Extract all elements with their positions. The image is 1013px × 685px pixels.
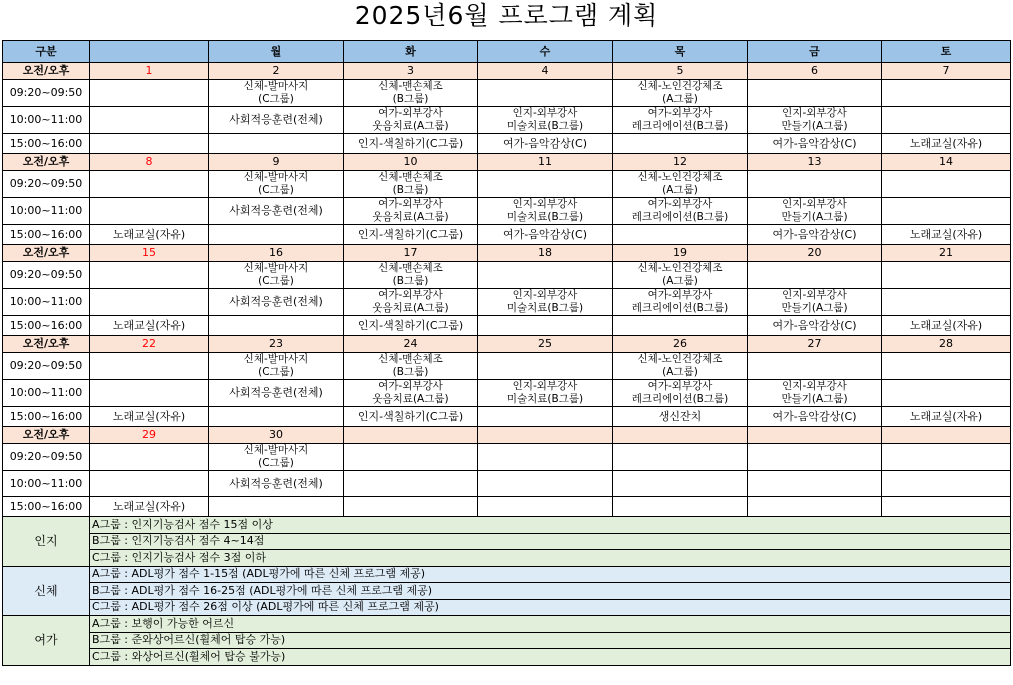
program-text: (C그룹) [258,457,294,469]
program-text: 사회적응훈련(전체) [229,113,323,126]
program-text: 만들기(A그룹) [781,393,848,405]
program-text: (C그룹) [258,93,294,105]
program-text: 인지-외부강사 [512,289,578,301]
program-text: (C그룹) [258,275,294,287]
schedule-cell[interactable] [613,107,748,134]
program-text: 인지-외부강사 [782,107,847,119]
header-row [3,41,1011,63]
schedule-cell[interactable] [613,407,748,427]
program-text: 레크리에이션(B그룹) [631,120,729,132]
schedule-cell[interactable] [882,171,1011,198]
schedule-cell[interactable] [882,107,1011,134]
program-text: 만들기(A그룹) [781,120,848,132]
header-cell[interactable]: 구분 [3,41,90,63]
schedule-cell[interactable] [748,225,882,245]
schedule-cell[interactable] [748,80,882,107]
header-cell[interactable]: 토 [882,41,1011,63]
legend-description[interactable]: B그룹 : 인지기능검사 점수 4~14점 [90,533,1011,550]
schedule-cell[interactable] [748,444,882,471]
schedule-cell[interactable] [478,380,613,407]
header-cell[interactable]: 목 [613,41,748,63]
legend-description[interactable]: B그룹 : 준와상어르신(휠체어 탑승 가능) [90,632,1011,649]
schedule-cell[interactable] [209,289,344,316]
date-cell[interactable]: 28 [882,336,1011,353]
legend-category[interactable]: 신체 [3,566,90,616]
program-text: 사회적응훈련(전체) [229,204,323,217]
program-text: 인지-외부강사 [782,289,847,301]
program-text: 신체-발마사지 [243,444,309,456]
program-text: 웃음치료(A그룹) [372,393,449,405]
legend-category[interactable]: 여가 [3,616,90,666]
schedule-cell[interactable] [748,353,882,380]
legend-description[interactable]: C그룹 : 와상어르신(휠체어 탑승 불가능) [90,649,1011,666]
schedule-cell[interactable] [882,444,1011,471]
time-slot-row [3,380,1011,407]
program-text: 만들기(A그룹) [781,302,848,314]
schedule-cell[interactable] [209,380,344,407]
legend-description[interactable]: A그룹 : ADL평가 점수 1-15점 (ADL평가에 따른 신체 프로그램 제공) [90,566,1011,583]
date-cell[interactable]: 24 [344,336,478,353]
legend-row [3,517,1011,534]
schedule-cell[interactable] [209,353,344,380]
schedule-cell[interactable] [748,407,882,427]
week-day-row [3,336,1011,353]
schedule-cell[interactable] [344,171,478,198]
week-day-row [3,245,1011,262]
program-text: 신체-노인건강체조 [637,353,723,365]
program-text: 신체-발마사지 [243,262,309,274]
time-slot-label[interactable]: 15:00~16:00 [3,316,90,336]
time-slot-label[interactable]: 15:00~16:00 [3,497,90,517]
schedule-cell[interactable] [209,80,344,107]
schedule-cell[interactable] [90,198,209,225]
schedule-cell[interactable] [209,134,344,154]
time-slot-row [3,444,1011,471]
schedule-cell[interactable] [209,198,344,225]
header-cell[interactable] [90,41,209,63]
time-slot-row [3,171,1011,198]
schedule-cell[interactable] [882,134,1011,154]
program-text: 노래교실(자유) [909,409,983,423]
program-text: (C그룹) [258,366,294,378]
program-text: 사회적응훈련(전체) [229,295,323,308]
program-text: 인지-외부강사 [512,107,578,119]
legend-row [3,533,1011,550]
schedule-cell[interactable] [882,353,1011,380]
program-text: 신체-맨손체조 [378,262,443,274]
header-cell[interactable]: 수 [478,41,613,63]
schedule-cell[interactable] [478,353,613,380]
program-schedule-table [2,40,1011,666]
schedule-cell[interactable] [478,444,613,471]
program-text: 여가-외부강사 [647,198,713,210]
date-cell[interactable]: 26 [613,336,748,353]
schedule-cell[interactable] [478,497,613,517]
time-slot-row [3,225,1011,245]
schedule-cell[interactable] [344,444,478,471]
schedule-cell[interactable] [344,225,478,245]
time-slot-label[interactable]: 09:20~09:50 [3,171,90,198]
program-text: 여가-외부강사 [378,380,443,392]
program-text: 여가-외부강사 [647,289,713,301]
time-slot-label[interactable]: 10:00~11:00 [3,107,90,134]
schedule-cell[interactable] [748,107,882,134]
schedule-cell[interactable] [90,444,209,471]
legend-row [3,550,1011,567]
date-cell[interactable] [882,427,1011,444]
schedule-cell[interactable] [613,262,748,289]
time-slot-row [3,316,1011,336]
schedule-cell[interactable] [344,289,478,316]
time-slot-label[interactable]: 15:00~16:00 [3,225,90,245]
schedule-cell[interactable] [209,107,344,134]
program-text: 인지-외부강사 [782,380,847,392]
schedule-cell[interactable] [90,225,209,245]
program-text: (B그룹) [392,275,429,287]
schedule-cell[interactable] [613,134,748,154]
legend-description[interactable]: C그룹 : ADL평가 점수 26점 이상 (ADL평가에 따른 신체 프로그램 제공) [90,599,1011,616]
date-cell[interactable]: 12 [613,154,748,171]
day-row-label[interactable]: 오전/오후 [3,63,90,80]
program-text: 웃음치료(A그룹) [372,211,449,223]
program-text: 노래교실(자유) [112,409,186,423]
date-cell[interactable]: 30 [209,427,344,444]
schedule-cell[interactable] [344,198,478,225]
date-cell[interactable]: 16 [209,245,344,262]
schedule-cell[interactable] [90,497,209,517]
time-slot-label[interactable]: 10:00~11:00 [3,471,90,497]
program-text: 신체-노인건강체조 [637,80,723,92]
program-text: 노래교실(자유) [909,227,983,241]
program-text: 신체-맨손체조 [378,80,443,92]
day-row-label[interactable]: 오전/오후 [3,245,90,262]
schedule-cell[interactable] [613,497,748,517]
time-slot-row [3,134,1011,154]
schedule-cell[interactable] [344,497,478,517]
program-text: 신체-노인건강체조 [637,171,723,183]
legend-description[interactable]: B그룹 : ADL평가 점수 16-25점 (ADL평가에 따른 신체 프로그램 제공) [90,583,1011,600]
program-text: 여가-외부강사 [378,198,443,210]
program-text: 만들기(A그룹) [781,211,848,223]
date-cell[interactable] [613,427,748,444]
schedule-cell[interactable] [882,407,1011,427]
time-slot-label[interactable]: 10:00~11:00 [3,380,90,407]
date-cell[interactable]: 6 [748,63,882,80]
program-text: 여가-음악감상(C) [503,136,587,150]
legend-row [3,583,1011,600]
schedule-cell[interactable] [90,316,209,336]
date-cell[interactable]: 20 [748,245,882,262]
schedule-cell[interactable] [90,107,209,134]
program-text: 노래교실(자유) [112,499,186,513]
schedule-cell[interactable] [882,316,1011,336]
page-title: 2025년6월 프로그램 계획 [354,1,659,30]
schedule-cell[interactable] [209,316,344,336]
schedule-cell[interactable] [344,316,478,336]
time-slot-label[interactable]: 09:20~09:50 [3,80,90,107]
schedule-cell[interactable] [882,225,1011,245]
schedule-cell[interactable] [748,316,882,336]
time-slot-row [3,471,1011,497]
schedule-cell[interactable] [882,289,1011,316]
schedule-cell[interactable] [748,171,882,198]
schedule-cell[interactable] [613,198,748,225]
schedule-cell[interactable] [90,289,209,316]
program-text: 신체-노인건강체조 [637,262,723,274]
program-text: 노래교실(자유) [909,136,983,150]
program-text: 여가-외부강사 [378,107,443,119]
schedule-cell[interactable] [90,471,209,497]
date-cell[interactable]: 13 [748,154,882,171]
time-slot-label[interactable]: 10:00~11:00 [3,289,90,316]
schedule-cell[interactable] [613,80,748,107]
legend-category[interactable]: 인지 [3,517,90,567]
schedule-cell[interactable] [478,262,613,289]
time-slot-row [3,262,1011,289]
program-text: (A그룹) [662,184,698,196]
program-text: (A그룹) [662,275,698,287]
time-slot-row [3,80,1011,107]
schedule-cell[interactable] [478,171,613,198]
schedule-cell[interactable] [613,171,748,198]
schedule-cell[interactable] [478,107,613,134]
date-cell[interactable]: 4 [478,63,613,80]
time-slot-label[interactable]: 15:00~16:00 [3,407,90,427]
schedule-cell[interactable] [90,380,209,407]
program-text: 신체-발마사지 [243,353,309,365]
schedule-cell[interactable] [90,407,209,427]
schedule-cell[interactable] [90,262,209,289]
week-day-row [3,63,1011,80]
schedule-cell[interactable] [478,198,613,225]
schedule-cell[interactable] [478,134,613,154]
program-text: (B그룹) [392,366,429,378]
program-text: (B그룹) [392,93,429,105]
date-cell[interactable]: 2 [209,63,344,80]
schedule-cell[interactable] [90,171,209,198]
schedule-cell[interactable] [748,198,882,225]
program-text: 웃음치료(A그룹) [372,120,449,132]
schedule-cell[interactable] [882,380,1011,407]
schedule-cell[interactable] [882,198,1011,225]
legend-description[interactable]: C그룹 : 인지기능검사 점수 3점 이하 [90,550,1011,567]
schedule-cell[interactable] [748,262,882,289]
date-cell[interactable] [344,427,478,444]
schedule-cell[interactable] [344,380,478,407]
schedule-cell[interactable] [613,444,748,471]
program-text: 미술치료(B그룹) [506,393,584,405]
schedule-cell[interactable] [613,316,748,336]
legend-row [3,616,1011,633]
schedule-cell[interactable] [478,407,613,427]
schedule-cell[interactable] [613,353,748,380]
date-cell[interactable]: 9 [209,154,344,171]
schedule-cell[interactable] [344,134,478,154]
time-slot-row [3,497,1011,517]
schedule-cell[interactable] [209,407,344,427]
day-row-label[interactable]: 오전/오후 [3,154,90,171]
time-slot-row [3,198,1011,225]
program-text: 여가-음악감상(C) [772,136,857,150]
date-cell[interactable] [478,427,613,444]
week-day-row [3,154,1011,171]
program-text: 인지-외부강사 [512,380,578,392]
time-slot-label[interactable]: 09:20~09:50 [3,262,90,289]
schedule-cell[interactable] [344,80,478,107]
date-cell[interactable] [748,427,882,444]
program-text: 여가-음악감상(C) [503,227,587,241]
program-text: 레크리에이션(B그룹) [631,211,729,223]
schedule-cell[interactable] [478,316,613,336]
date-cell[interactable]: 17 [344,245,478,262]
program-text: 신체-맨손체조 [378,353,443,365]
schedule-cell[interactable] [209,262,344,289]
program-text: 여가-음악감상(C) [772,318,857,332]
date-cell[interactable]: 23 [209,336,344,353]
program-text: 노래교실(자유) [909,318,983,332]
date-cell[interactable]: 7 [882,63,1011,80]
schedule-cell[interactable] [344,471,478,497]
date-cell[interactable]: 18 [478,245,613,262]
schedule-cell[interactable] [478,289,613,316]
program-text: 사회적응훈련(전체) [229,386,323,399]
schedule-cell[interactable] [882,497,1011,517]
schedule-cell[interactable] [344,107,478,134]
program-text: 생신잔치 [658,409,702,423]
time-slot-row [3,407,1011,427]
program-text: 웃음치료(A그룹) [372,302,449,314]
schedule-cell[interactable] [748,289,882,316]
date-cell[interactable]: 11 [478,154,613,171]
schedule-cell[interactable] [748,380,882,407]
date-cell[interactable]: 10 [344,154,478,171]
date-cell[interactable]: 8 [90,154,209,171]
schedule-cell[interactable] [882,262,1011,289]
schedule-cell[interactable] [209,225,344,245]
program-text: (C그룹) [258,184,294,196]
program-text: 인지-색칠하기(C그룹) [357,227,464,241]
program-text: 신체-맨손체조 [378,171,443,183]
week-day-row [3,427,1011,444]
program-text: 미술치료(B그룹) [506,211,584,223]
date-cell[interactable]: 29 [90,427,209,444]
header-cell[interactable]: 월 [209,41,344,63]
schedule-cell[interactable] [209,171,344,198]
schedule-cell[interactable] [748,134,882,154]
schedule-cell[interactable] [90,134,209,154]
schedule-cell[interactable] [90,80,209,107]
schedule-cell[interactable] [478,80,613,107]
program-text: 여가-외부강사 [647,107,713,119]
program-text: 여가-외부강사 [378,289,443,301]
program-text: 인지-외부강사 [782,198,847,210]
header-cell[interactable]: 화 [344,41,478,63]
schedule-cell[interactable] [613,289,748,316]
legend-row [3,649,1011,666]
schedule-cell[interactable] [613,380,748,407]
time-slot-label[interactable]: 09:20~09:50 [3,353,90,380]
program-text: 미술치료(B그룹) [506,120,584,132]
schedule-cell[interactable] [344,262,478,289]
schedule-cell[interactable] [748,497,882,517]
schedule-cell[interactable] [613,471,748,497]
legend-description[interactable]: A그룹 : 보행이 가능한 어르신 [90,616,1011,633]
date-cell[interactable]: 1 [90,63,209,80]
program-text: 인지-색칠하기(C그룹) [357,318,464,332]
program-text: 여가-음악감상(C) [772,409,857,423]
program-text: 인지-외부강사 [512,198,578,210]
header-cell[interactable]: 금 [748,41,882,63]
schedule-cell[interactable] [344,407,478,427]
schedule-cell[interactable] [209,471,344,497]
date-cell[interactable]: 21 [882,245,1011,262]
time-slot-label[interactable]: 15:00~16:00 [3,134,90,154]
day-row-label[interactable]: 오전/오후 [3,427,90,444]
time-slot-label[interactable]: 10:00~11:00 [3,198,90,225]
schedule-cell[interactable] [748,471,882,497]
schedule-cell[interactable] [344,353,478,380]
date-cell[interactable]: 15 [90,245,209,262]
schedule-cell[interactable] [209,497,344,517]
date-cell[interactable]: 19 [613,245,748,262]
legend-row [3,632,1011,649]
program-text: (A그룹) [662,93,698,105]
schedule-cell[interactable] [882,471,1011,497]
program-text: (A그룹) [662,366,698,378]
legend-description[interactable]: A그룹 : 인지기능검사 점수 15점 이상 [90,517,1011,534]
date-cell[interactable]: 25 [478,336,613,353]
program-text: 여가-외부강사 [647,380,713,392]
schedule-cell[interactable] [90,353,209,380]
time-slot-row [3,289,1011,316]
legend-row [3,599,1011,616]
date-cell[interactable]: 14 [882,154,1011,171]
time-slot-row [3,107,1011,134]
program-text: 인지-색칠하기(C그룹) [357,136,464,150]
schedule-cell[interactable] [209,444,344,471]
program-text: 인지-색칠하기(C그룹) [357,409,464,423]
schedule-cell[interactable] [478,471,613,497]
program-text: 사회적응훈련(전체) [229,476,323,490]
time-slot-label[interactable]: 09:20~09:50 [3,444,90,471]
date-cell[interactable]: 5 [613,63,748,80]
program-text: 레크리에이션(B그룹) [631,302,729,314]
date-cell[interactable]: 27 [748,336,882,353]
day-row-label[interactable]: 오전/오후 [3,336,90,353]
program-text: 여가-음악감상(C) [772,227,857,241]
program-text: (B그룹) [392,184,429,196]
program-text: 레크리에이션(B그룹) [631,393,729,405]
legend-row [3,566,1011,583]
schedule-cell[interactable] [882,80,1011,107]
program-text: 노래교실(자유) [112,318,186,332]
program-text: 신체-발마사지 [243,80,309,92]
program-text: 신체-발마사지 [243,171,309,183]
program-text: 노래교실(자유) [112,227,186,241]
schedule-cell[interactable] [478,225,613,245]
program-text: 미술치료(B그룹) [506,302,584,314]
time-slot-row [3,353,1011,380]
schedule-cell[interactable] [613,225,748,245]
date-cell[interactable]: 3 [344,63,478,80]
date-cell[interactable]: 22 [90,336,209,353]
